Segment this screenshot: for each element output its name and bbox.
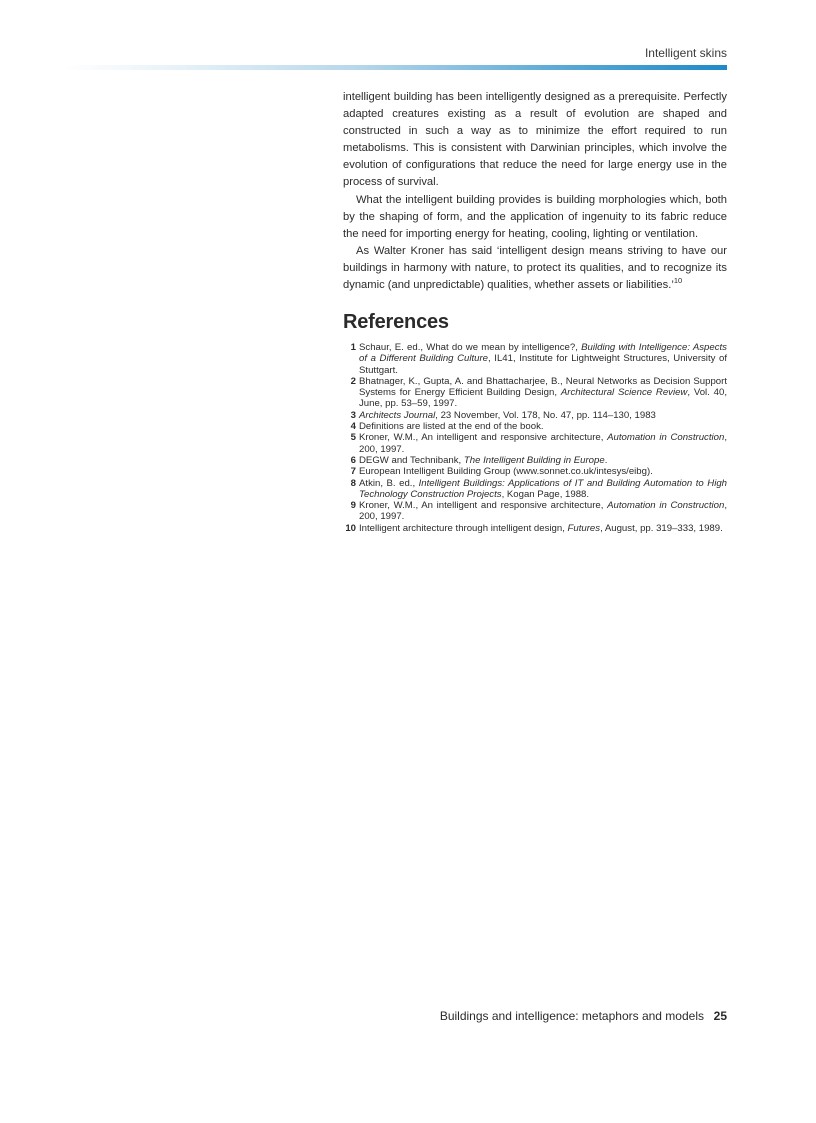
paragraph-text: As Walter Kroner has said ‘intelligent design means striving to have our buildings in harmony with nature, to protect its qualities, and to recognize its dynamic (and unpredictable) qualities, whether assets or liabilities.’ (343, 244, 727, 292)
reference-text: Intelligent architecture through intelligent design, (359, 522, 568, 534)
reference-title: Intelligent Buildings: Applications of IT and Building Automation to High Technology Construction Projects (359, 477, 727, 500)
reference-title: Automation in Construction (607, 432, 725, 444)
reference-text: Bhatnager, K., Gupta, A. and Bhattacharjee, B., Neural Networks as Decision Support Systems for Energy Efficient Building Design, (359, 375, 727, 399)
reference-text: Kroner, W.M., An intelligent and responsive architecture, (359, 432, 608, 444)
reference-item (343, 478, 727, 501)
reference-text: , Kogan Page, 1988. (501, 488, 590, 500)
reference-item (343, 523, 727, 534)
reference-text: Atkin, B. ed., (359, 477, 419, 489)
reference-number: 3 (350, 409, 356, 421)
paragraph: What the intelligent building provides is building morphologies which, both by the shaping of form, and the application of ingenuity to its fabric reduce the need for importing energy for heating, cooling, lighting or ventilation. (343, 193, 727, 240)
reference-title: Futures (567, 522, 601, 534)
reference-number: 8 (350, 477, 356, 489)
footnote-mark: 10 (673, 276, 683, 286)
reference-text: DEGW and Technibank, (359, 454, 464, 466)
footer-text: Buildings and intelligence: metaphors and models (439, 1009, 704, 1023)
header-rule (64, 65, 727, 70)
reference-title: The Intelligent Building in Europe (463, 454, 605, 466)
reference-text: Definitions are listed at the end of the book. (359, 421, 544, 433)
reference-item (343, 500, 727, 523)
reference-number: 1 (350, 342, 356, 353)
reference-text: European Intelligent Building Group (www.sonnet.co.uk/intesys/eibg). (359, 466, 653, 478)
references-heading: References (343, 311, 449, 333)
references-list (343, 342, 727, 534)
running-head: Intelligent skins (644, 46, 727, 60)
reference-title: Automation in Construction (607, 500, 725, 512)
reference-item (343, 466, 727, 477)
paragraph (343, 243, 727, 294)
reference-title: Building with Intelligence: Aspects of a Different Building Culture (359, 342, 727, 365)
reference-text: , August, pp. 319–333, 1989. (600, 522, 723, 534)
reference-item (343, 376, 727, 410)
reference-text: , Vol. 40, June, pp. 53–59, 1997. (359, 387, 727, 410)
reference-number: 10 (345, 522, 356, 534)
reference-number: 7 (350, 466, 356, 478)
reference-text: , 200, 1997. (359, 500, 727, 523)
reference-number: 9 (350, 500, 356, 512)
reference-item (343, 432, 727, 455)
reference-item (343, 421, 727, 432)
reference-item (343, 410, 727, 421)
reference-item (343, 342, 727, 376)
reference-text: , 23 November, Vol. 178, No. 47, pp. 114–130, 1983 (435, 409, 656, 421)
reference-title: Architectural Science Review (560, 387, 688, 399)
reference-number: 4 (350, 421, 356, 433)
reference-title: Architects Journal (359, 409, 436, 421)
body-text (343, 89, 727, 294)
reference-item (343, 455, 727, 466)
reference-number: 6 (350, 454, 356, 466)
reference-text: Schaur, E. ed., What do we mean by intelligence?, (359, 342, 582, 353)
paragraph: intelligent building has been intelligently designed as a prerequisite. Perfectly adapted creatures existing as a result of evolution are shaped and constructed in such a way as to minimize the effort required to run metabolisms. This is consistent with Darwinian principles, which involve the evolution of configurations that reduce the need for large energy use in the process of survival. (343, 91, 727, 189)
reference-text: , IL41, Institute for Lightweight Structures, University of Stuttgart. (359, 353, 727, 376)
reference-text: , 200, 1997. (359, 432, 727, 455)
reference-number: 2 (350, 375, 356, 387)
reference-number: 5 (350, 432, 356, 444)
reference-text: . (604, 454, 608, 466)
page-number: 25 (713, 1009, 727, 1023)
reference-text: Kroner, W.M., An intelligent and responsive architecture, (359, 500, 608, 512)
